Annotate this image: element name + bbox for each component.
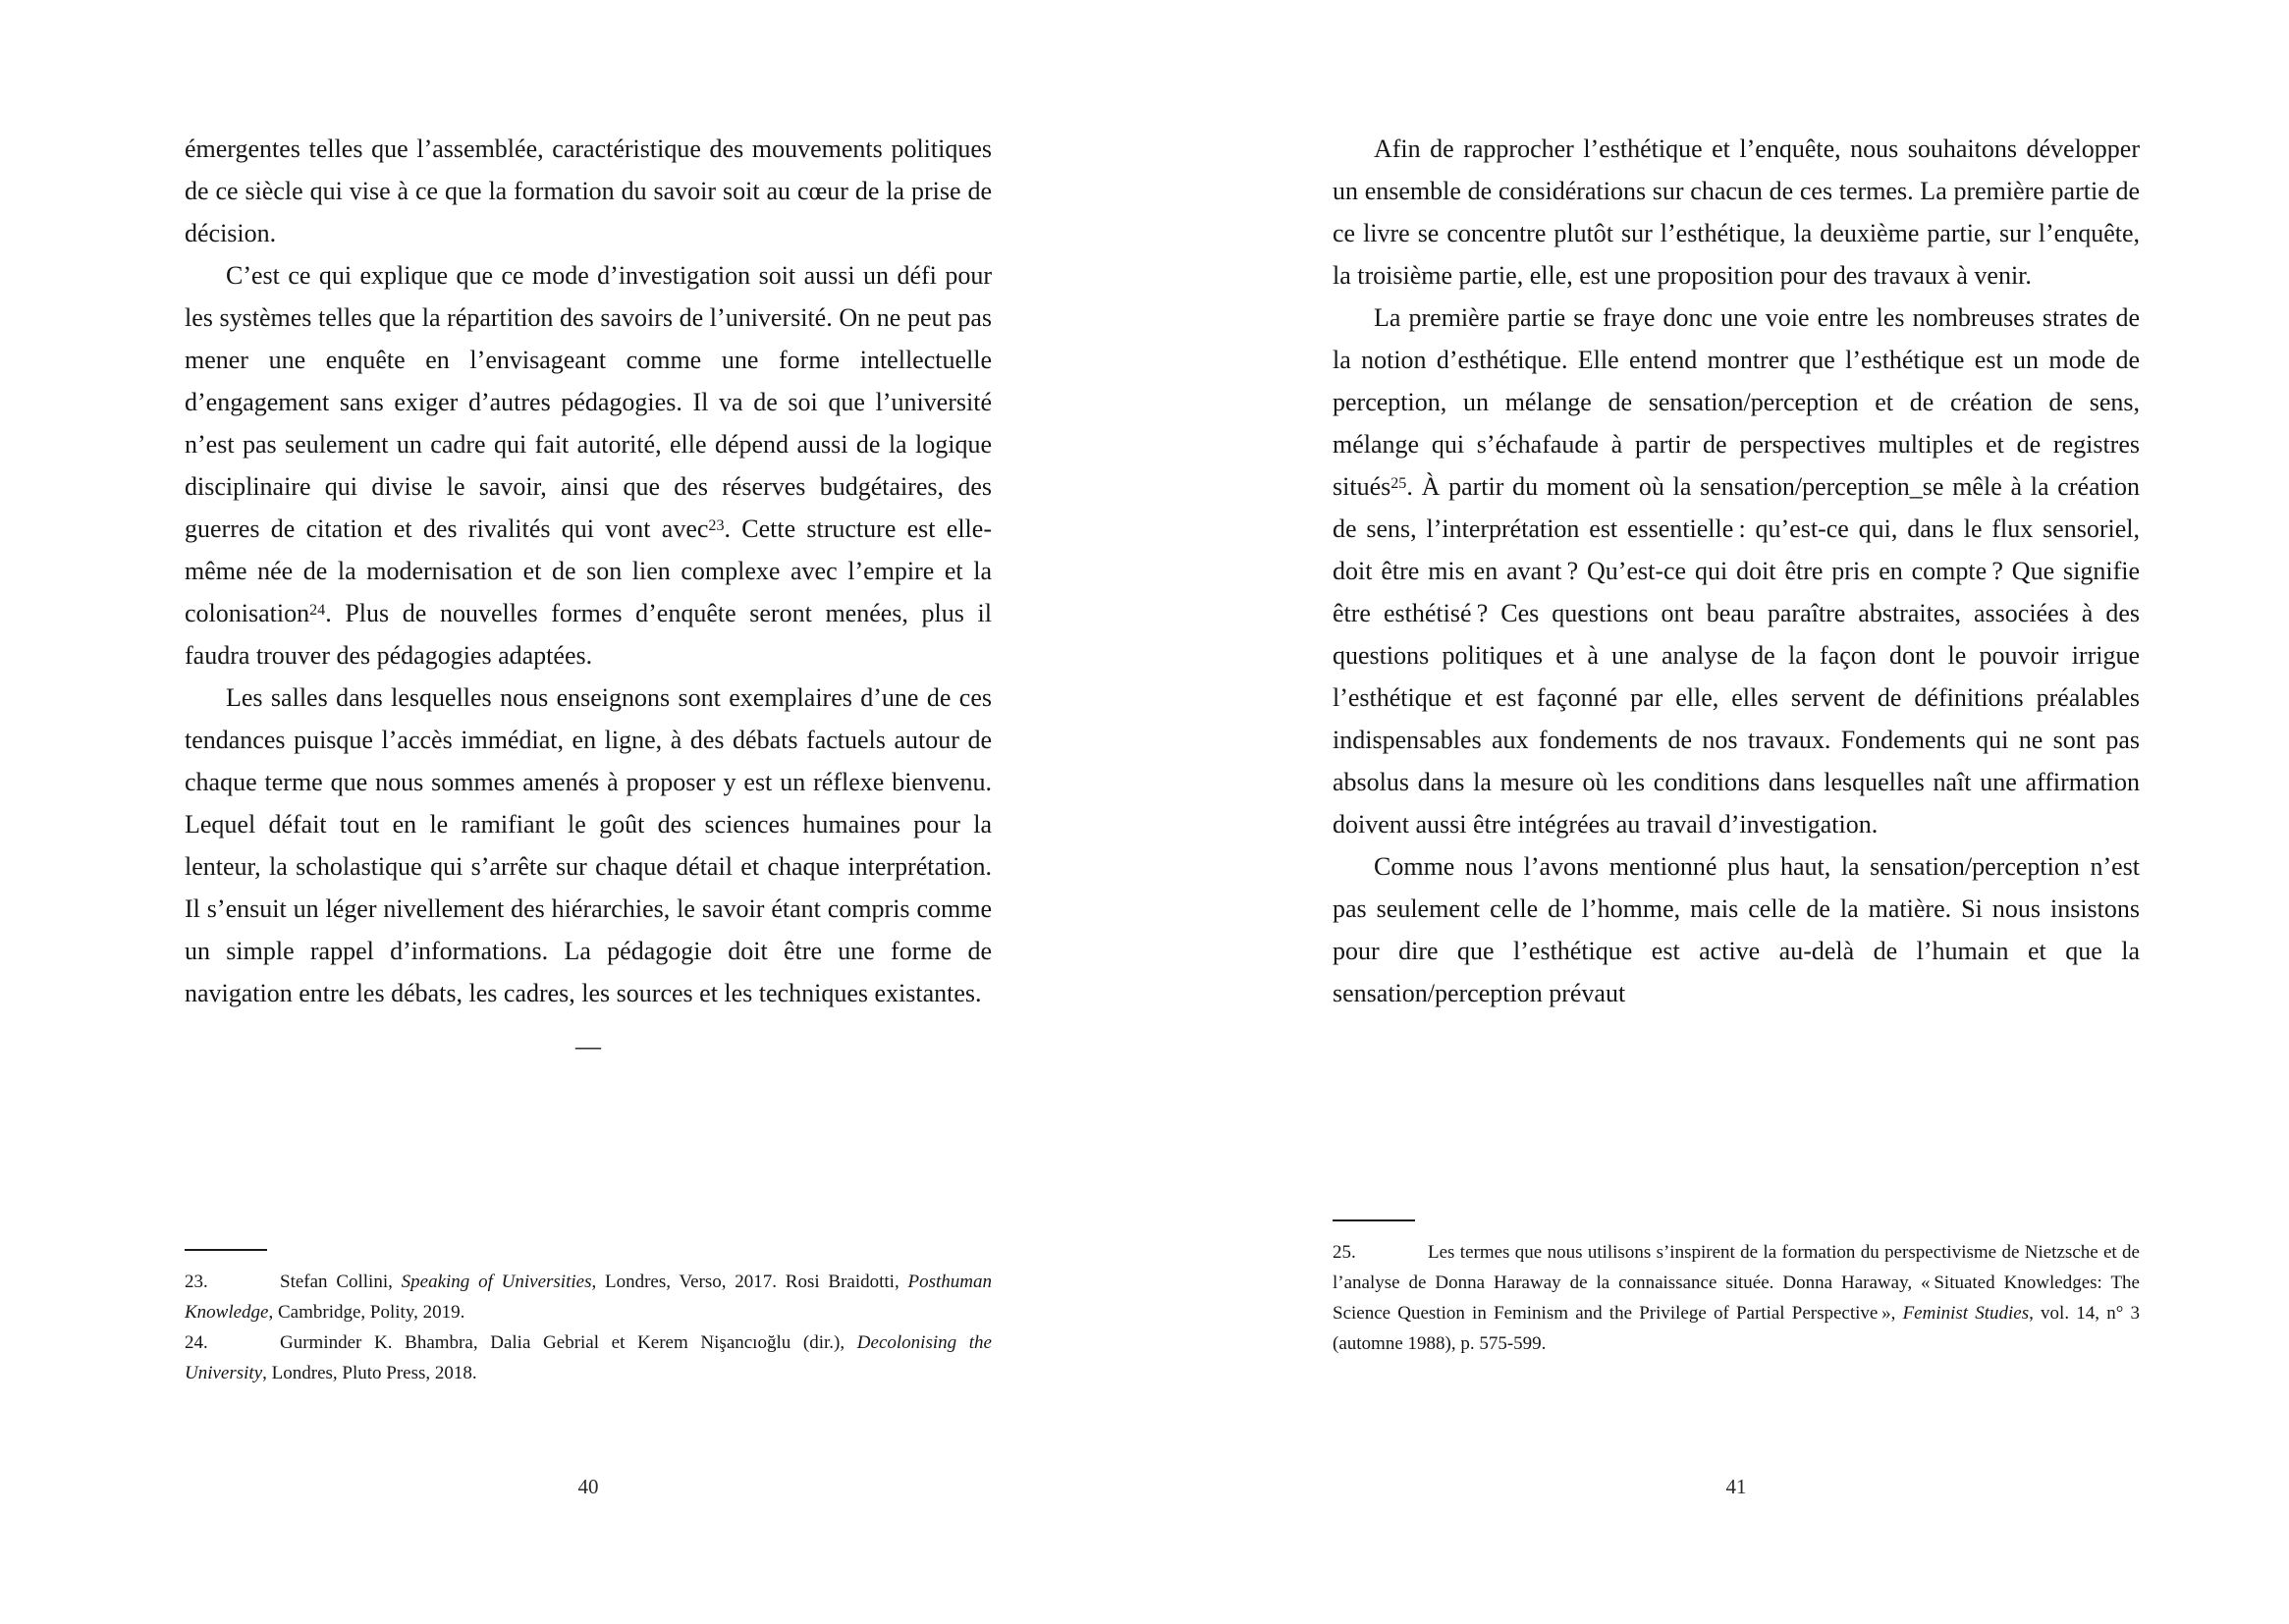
text-run: , Londres, Verso, 2017. Rosi Braidotti, (591, 1272, 908, 1292)
paragraph (1333, 297, 2140, 845)
title-italic: Decolonising the University (185, 1332, 992, 1383)
title-italic: Posthuman Knowledge (185, 1272, 992, 1323)
text-run: émergentes telles que l’assemblée, caractéristique des mouvements politiques de ce siècle qui vise à ce que la formation du savoir soit au cœur de la prise de décision. (185, 135, 992, 247)
footnote-block-left (185, 1249, 992, 1388)
text-run: Stefan Collini, (280, 1272, 402, 1292)
title-italic: Feminist Studies (1902, 1303, 2030, 1324)
footnote-rule (1333, 1219, 1415, 1221)
footnote-list-right (1333, 1237, 2140, 1359)
text-run: . À partir du moment où la sensation/perception_se mêle à la création de sens, l’interprétation est essentielle : qu’est-ce qui, dans le flux sensoriel, doit être mis en avant ? Qu’est-ce qui doit être pris en compte ? Que signifie être esthétisé ? Ces questions ont beau paraître abstraites, associées à des questions politiques et à une analyse de la façon dont le pouvoir irrigue l’esthétique et est façonné par elle, elles servent de définitions préalables indispensables aux fondements de nos travaux. Fondements qui ne sont pas absolus dans la mesure où les conditions dans lesquelles naît une affirmation doivent aussi être intégrées au travail d’investigation. (1333, 472, 2140, 839)
text-run: Les termes que nous utilisons s’inspirent de la formation du perspectivisme de Nietzsche et de l’analyse de Donna Haraway de la connaissance située. Donna Haraway, « Situated Knowledges: The Science Question in Feminism and the Privilege of Partial Perspective », (1333, 1242, 2140, 1324)
page-left (0, 0, 1144, 1624)
footnote (1333, 1237, 2140, 1359)
footnote-number: 23. (185, 1272, 208, 1292)
footnote-reference: 23 (708, 516, 725, 534)
title-italic: Speaking of Universities (401, 1272, 592, 1292)
page-left-body (185, 128, 992, 1014)
footnote (185, 1327, 992, 1388)
footnote-list-left (185, 1267, 992, 1388)
text-run: Afin de rapprocher l’esthétique et l’enquête, nous souhaitons développer un ensemble de considérations sur chacun de ces termes. La première partie de ce livre se concentre plutôt sur l’esthétique, la deuxième partie, sur l’enquête, la troisième partie, elle, est une proposition pour des travaux à venir. (1333, 135, 2140, 290)
paragraph (185, 677, 992, 1014)
page-right (1144, 0, 2288, 1624)
text-run: Gurminder K. Bhambra, Dalia Gebrial et Kerem Nişancıoğlu (dir.), (280, 1332, 857, 1353)
footnote (185, 1267, 992, 1327)
text-run: Les salles dans lesquelles nous enseignons sont exemplaires d’une de ces tendances puisque l’accès immédiat, en ligne, à des débats factuels autour de chaque terme que nous sommes amenés à proposer y est un réflexe bienvenu. Lequel défait tout en le ramifiant le goût des sciences humaines pour la lenteur, la scholastique qui s’arrête sur chaque détail et chaque interprétation. Il s’ensuit un léger nivellement des hiérarchies, le savoir étant compris comme un simple rappel d’informations. La pédagogie doit être une forme de navigation entre les débats, les cadres, les sources et les techniques existantes. (185, 683, 992, 1007)
footnote-reference: 24 (309, 601, 326, 619)
text-run: , Cambridge, Polity, 2019. (268, 1302, 465, 1323)
page-number-left: 40 (577, 1475, 599, 1498)
section-separator: — (575, 1032, 601, 1060)
footnote-reference: 25 (1390, 474, 1407, 492)
footnote-number: 24. (185, 1332, 208, 1353)
page-number-right: 41 (1725, 1475, 1747, 1498)
footnote-block-right (1333, 1219, 2140, 1359)
text-run: , Londres, Pluto Press, 2018. (262, 1363, 477, 1383)
paragraph (185, 128, 992, 254)
paragraph (185, 254, 992, 677)
paragraph (1333, 128, 2140, 297)
text-run: La première partie se fraye donc une voie entre les nombreuses strates de la notion d’esthétique. Elle entend montrer que l’esthétique est un mode de perception, un mélange de sensation/perception et de création de sens, mélange qui s’échafaude à partir de perspectives multiples et de registres situés (1333, 303, 2140, 501)
paragraph (1333, 845, 2140, 1014)
text-run: , vol. 14, n° 3 (automne 1988), p. 575-599. (1333, 1303, 2140, 1354)
text-run: . Cette structure est elle-même née de la modernisation et de son lien complexe avec l’empire et la colonisation (185, 514, 992, 627)
text-run: Comme nous l’avons mentionné plus haut, la sensation/perception n’est pas seulement celle de l’homme, mais celle de la matière. Si nous insistons pour dire que l’esthétique est active au-delà de l’humain et que la sensation/perception prévaut (1333, 852, 2140, 1007)
text-run: . Plus de nouvelles formes d’enquête seront menées, plus il faudra trouver des pédagogies adaptées. (185, 599, 992, 670)
page-right-body (1333, 128, 2140, 1014)
text-run: C’est ce qui explique que ce mode d’investigation soit aussi un défi pour les systèmes telles que la répartition des savoirs de l’université. On ne peut pas mener une enquête en l’envisageant comme une forme intellectuelle d’engagement sans exiger d’autres pédagogies. Il va de soi que l’université n’est pas seulement un cadre qui fait autorité, elle dépend aussi de la logique disciplinaire qui divise le savoir, ainsi que des réserves budgétaires, des guerres de citation et des rivalités qui vont avec (185, 261, 992, 543)
footnote-rule (185, 1249, 267, 1251)
footnote-number: 25. (1333, 1242, 1356, 1263)
